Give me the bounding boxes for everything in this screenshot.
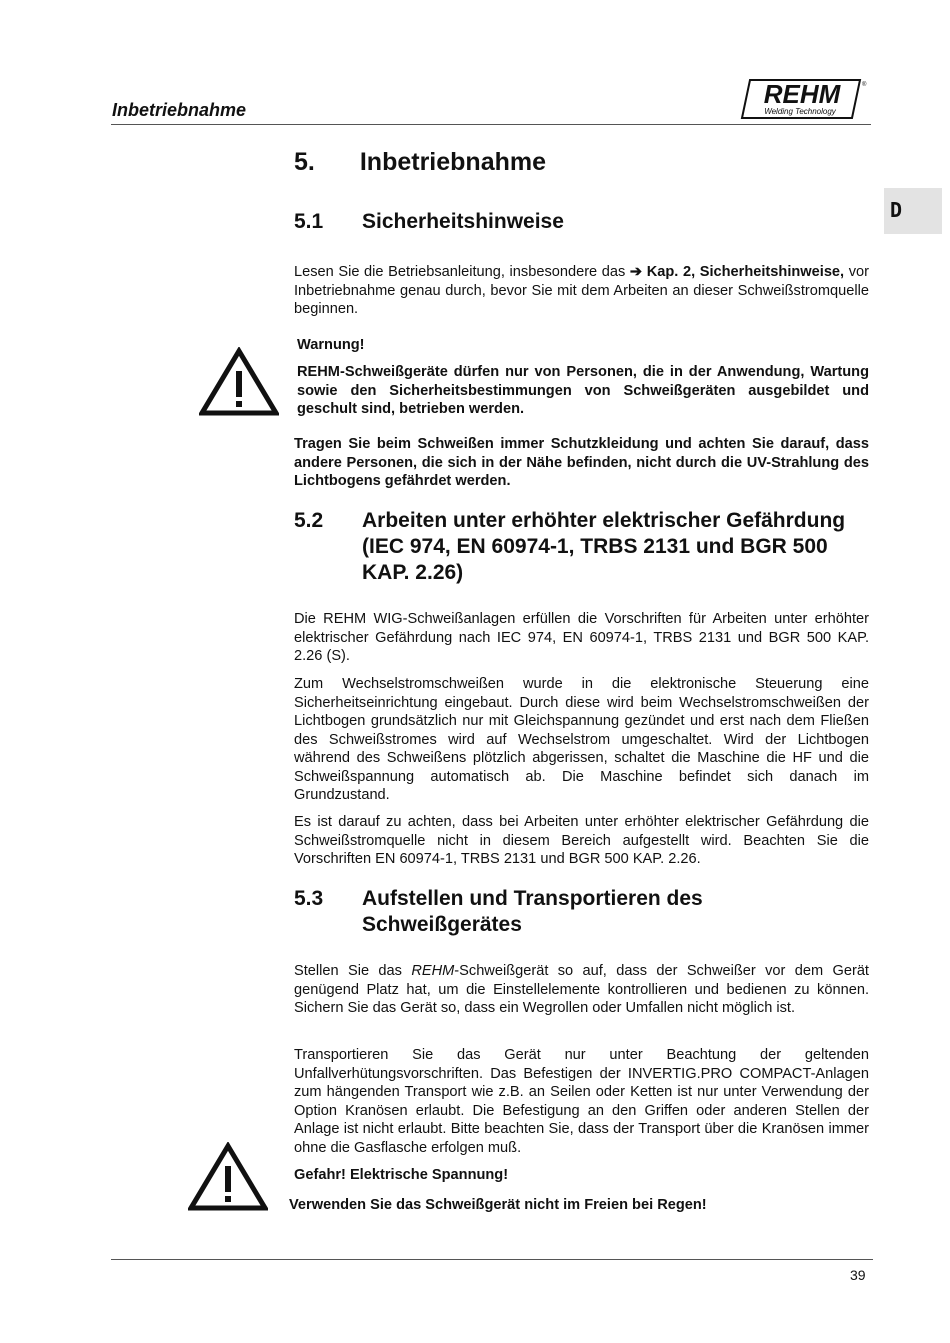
footer-divider	[111, 1259, 873, 1260]
language-tab: D	[884, 188, 942, 234]
danger-text: Verwenden Sie das Schweißgerät nicht im Freien bei Regen!	[289, 1197, 707, 1213]
protection-paragraph: Tragen Sie beim Schweißen immer Schutzkleidung und achten Sie darauf, dass andere Personen, die sich in der Nähe befinden, nicht durch die UV-Strahlung des Lichtbogens gefährdet werden.	[294, 436, 869, 489]
logo-subtext: Welding Technology	[764, 107, 836, 116]
section-number: 5.2	[294, 509, 324, 532]
section-number: 5.3	[294, 887, 324, 910]
warning-label: Warnung!	[297, 337, 365, 353]
chapter-reference: Kap. 2, Sicherheitshinweise,	[642, 264, 845, 280]
chapter-title: Inbetriebnahme	[359, 148, 547, 176]
warning-triangle-icon	[188, 1142, 268, 1212]
section-5-3-paragraph-1: Stellen Sie das REHM-Schweißgerät so auf, dass der Schweißer vor dem Gerät genügend Platz hat, um die Einstellelemente kontrollieren und bedienen zu können. Sichern Sie das Gerät so, dass ein Wegrollen oder Umfallen nicht möglich ist.	[294, 963, 869, 1016]
safety-intro-paragraph: Lesen Sie die Betriebsanleitung, insbesondere das ➔ Kap. 2, Sicherheitshinweise, vor Inbetriebnahme genau durch, bevor Sie mit dem Arbeiten an dieser Schweißstromquelle beginnen.	[294, 264, 869, 317]
arrow-right-icon: ➔	[629, 264, 643, 280]
warning-text: REHM-Schweißgeräte dürfen nur von Personen, die in der Anwendung, Wartung sowie den Sicherheitsbestimmungen von Schweißgeräten ausgebildet und geschult sind, betrieben werden.	[297, 364, 869, 417]
warning-triangle-icon	[199, 347, 279, 417]
page-number: 39	[850, 1267, 866, 1283]
section-5-1-heading	[294, 209, 794, 235]
section-5-2-paragraph-2: Zum Wechselstromschweißen wurde in die elektronische Steuerung eine Sicherheitseinrichtung eingebaut. Durch diese wird beim Wechselstromschweißen der Lichtbogen grundsätzlich nur mit Gleichspannung gezündet und erst nach dem Fließen des Schweißstromes wird auf Wechselstrom umgeschaltet. Wird der Lichtbogen während des Schweißens plötzlich abgerissen, schaltet die Maschine die HF und die Schweißspannung automatisch ab. Die Maschine befindet sich danach im Grundzustand.	[294, 676, 869, 803]
danger-label: Gefahr! Elektrische Spannung!	[294, 1167, 509, 1183]
section-5-2-heading	[294, 508, 874, 588]
section-title: Arbeiten unter erhöhter elektrischer Gefährdung (IEC 974, EN 60974-1, TRBS 2131 und BGR 500 KAP. 2.26)	[362, 509, 846, 584]
logo-wordmark: REHM	[763, 79, 841, 109]
rehm-logo	[736, 74, 868, 120]
section-number: 5.1	[294, 210, 324, 233]
svg-text:®: ®	[862, 82, 867, 88]
section-title: Sicherheitshinweise	[362, 210, 564, 233]
chapter-number: 5.	[294, 148, 315, 176]
section-5-3-heading	[294, 886, 874, 940]
section-5-2-paragraph-3: Es ist darauf zu achten, dass bei Arbeiten unter erhöhter elektrischer Gefährdung die Schweißstromquelle nicht in diesem Bereich aufgestellt wird. Beachten Sie die Vorschriften EN 60974-1, TRBS 2131 und BGR 500 KAP. 2.26.	[294, 814, 869, 867]
brand-name: REHM	[411, 963, 455, 979]
chapter-heading	[294, 148, 546, 177]
section-5-2-paragraph-1: Die REHM WIG-Schweißanlagen erfüllen die Vorschriften für Arbeiten unter erhöhter elektrischer Gefährdung nach IEC 974, EN 60974-1, TRBS 2131 und BGR 500 KAP. 2.26 (S).	[294, 611, 869, 664]
running-header-title: Inbetriebnahme	[112, 100, 247, 120]
section-title: Aufstellen und Transportieren des Schweißgerätes	[362, 887, 703, 936]
header-divider	[111, 124, 871, 125]
section-5-3-paragraph-2: Transportieren Sie das Gerät nur unter Beachtung der geltenden Unfallverhütungsvorschriften. Das Befestigen der INVERTIG.PRO COMPACT-Anlagen zum hängenden Transport wie z.B. an Seilen oder Ketten ist nur unter Verwendung der Option Kranösen erlaubt. Die Befestigung an den Griffen oder anderen Stellen der Anlage ist nicht erlaubt. Bitte beachten Sie, dass der Transport über die Kranösen immer ohne die Gasflasche erfolgen muß.	[294, 1047, 869, 1156]
